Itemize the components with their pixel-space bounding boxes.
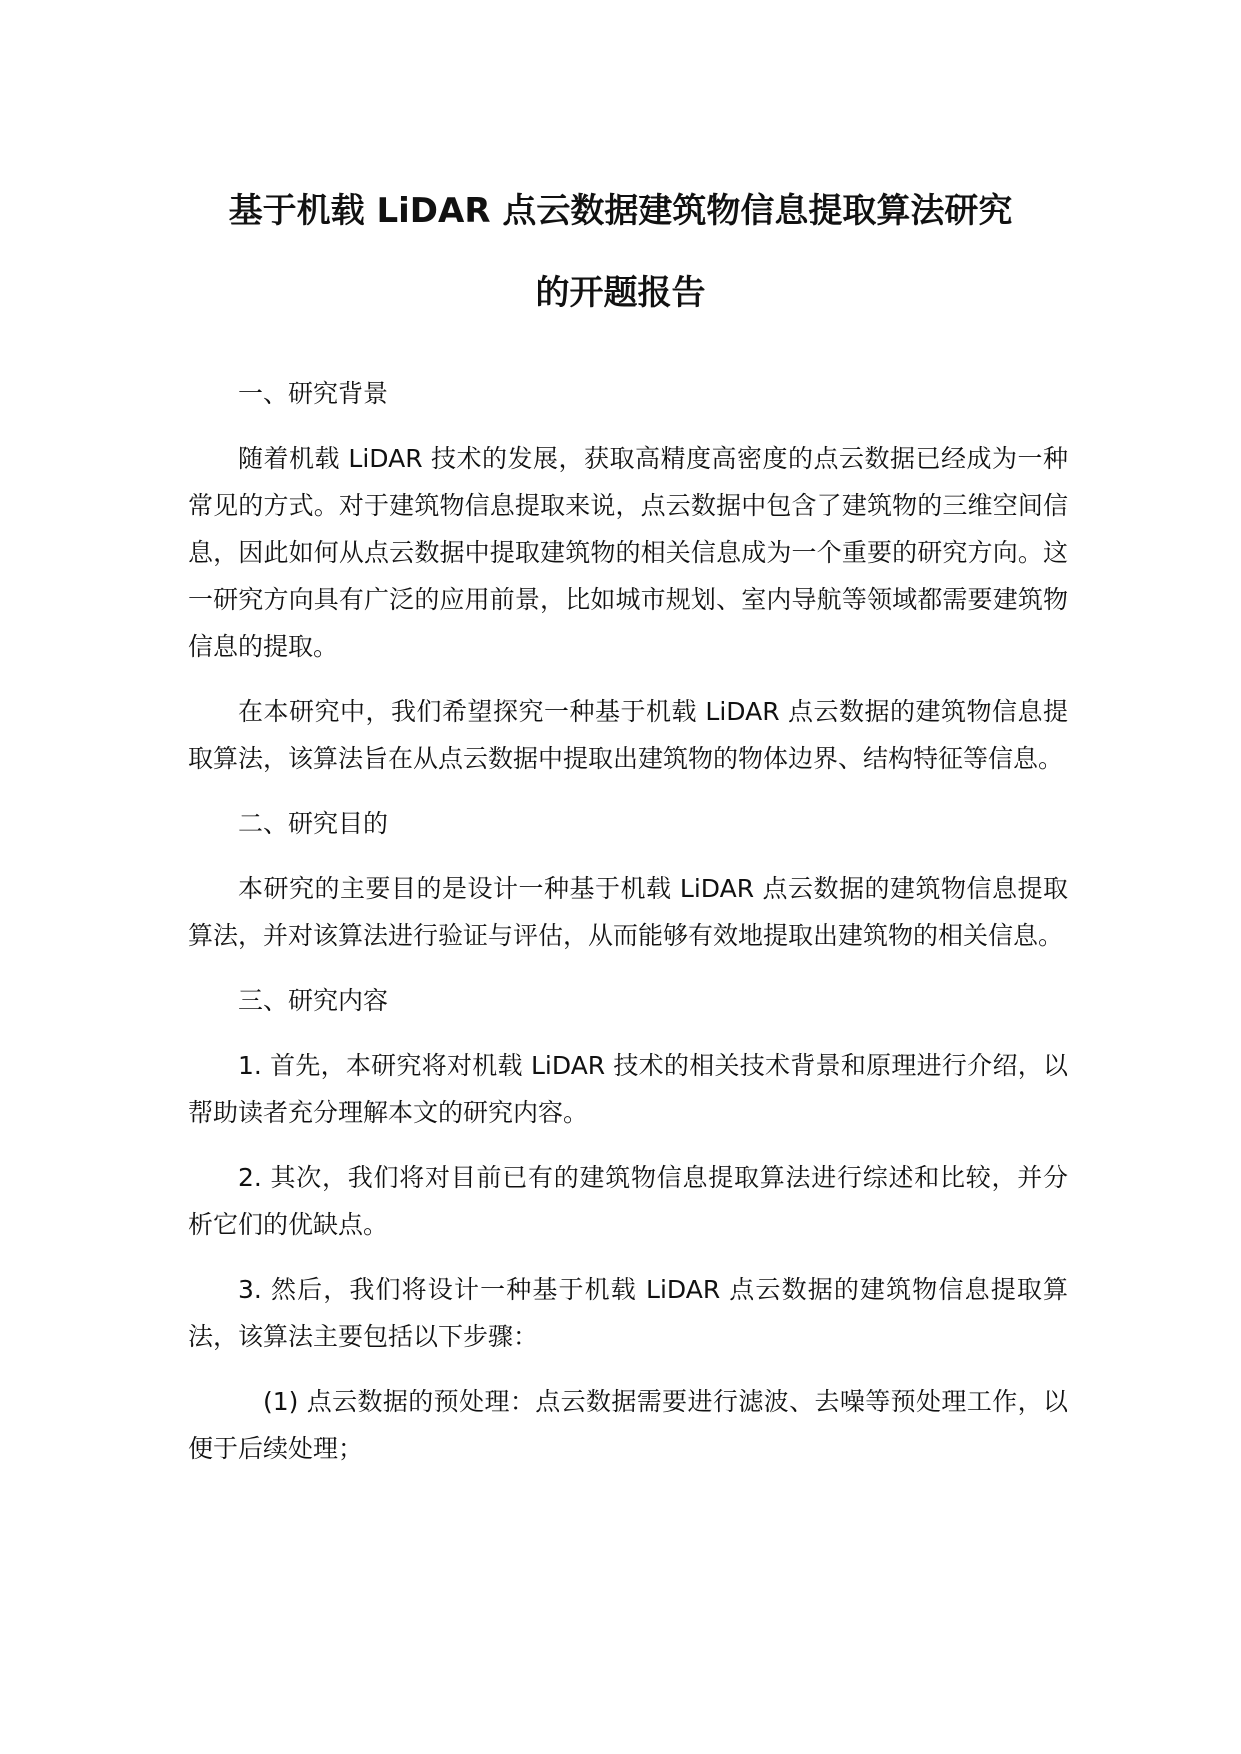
paragraph: 本研究的主要目的是设计一种基于机载 LiDAR 点云数据的建筑物信息提取算法，并对该算法进行验证与评估，从而能够有效地提取出建筑物的相关信息。: [188, 874, 1068, 950]
title-line-2: 的开题报告: [535, 273, 706, 313]
section-heading-background: 一、研究背景: [238, 379, 389, 408]
section-heading-purpose: 二、研究目的: [238, 809, 389, 838]
paragraph: 随着机载 LiDAR 技术的发展，获取高精度高密度的点云数据已经成为一种常见的方式。对于建筑物信息提取来说，点云数据中包含了建筑物的三维空间信息，因此如何从点云数据中提取建筑物的相关信息成为一个重要的研究方向。这一研究方向具有广泛的应用前景，比如城市规划、室内导航等领域都需要建筑物信息的提取。: [188, 444, 1068, 661]
sub-list-item: (1) 点云数据的预处理：点云数据需要进行滤波、去噪等预处理工作，以便于后续处理；: [188, 1387, 1068, 1463]
document-body: [188, 370, 1068, 1490]
section-heading-content: 三、研究内容: [238, 986, 389, 1015]
list-item: 3. 然后，我们将设计一种基于机载 LiDAR 点云数据的建筑物信息提取算法，该算法主要包括以下步骤：: [188, 1275, 1068, 1351]
list-item: 1. 首先，本研究将对机载 LiDAR 技术的相关技术背景和原理进行介绍，以帮助读者充分理解本文的研究内容。: [188, 1051, 1068, 1127]
paragraph: 在本研究中，我们希望探究一种基于机载 LiDAR 点云数据的建筑物信息提取算法，该算法旨在从点云数据中提取出建筑物的物体边界、结构特征等信息。: [188, 697, 1068, 773]
document-title: [150, 170, 1091, 334]
title-line-1: 基于机载 LiDAR 点云数据建筑物信息提取算法研究: [228, 191, 1013, 231]
list-item: 2. 其次，我们将对目前已有的建筑物信息提取算法进行综述和比较，并分析它们的优缺点。: [188, 1163, 1068, 1239]
